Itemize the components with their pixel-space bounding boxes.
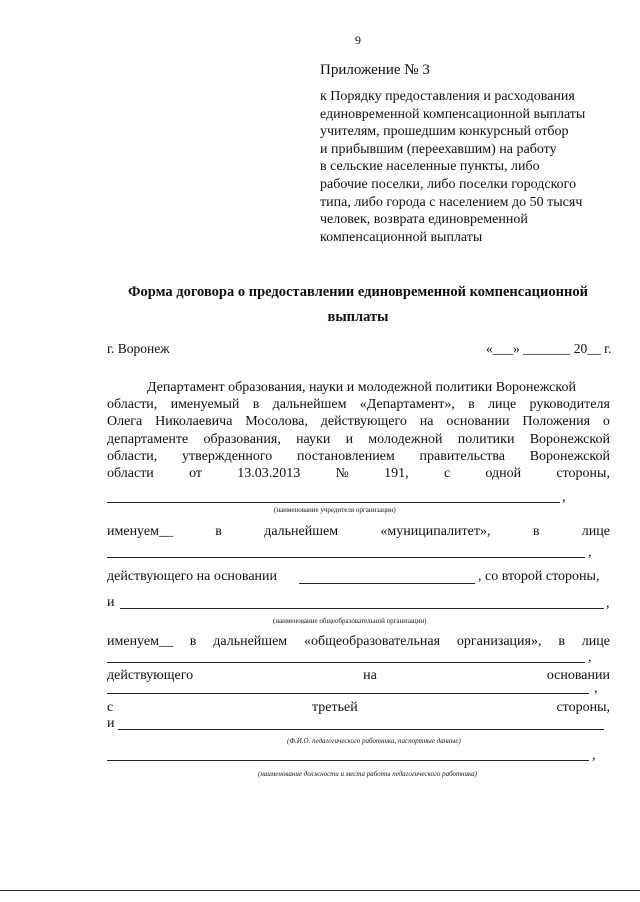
word: департаменте [107, 431, 189, 447]
appendix-line: единовременной компенсационной выплаты [320, 106, 586, 122]
word: организация», [456, 634, 542, 649]
word: области, [107, 397, 158, 413]
word: на [363, 668, 377, 683]
appendix-title: Приложение № 3 [320, 62, 430, 78]
appendix-line: типа, либо города с населением до 50 тысяч [320, 194, 583, 210]
word: основании [546, 668, 610, 683]
intro-line-2 [107, 396, 610, 413]
word: на [419, 414, 434, 430]
word: с [107, 700, 114, 715]
acting-row [107, 668, 610, 684]
word: и [345, 431, 354, 447]
word: руководителя [529, 397, 610, 413]
comma: , [588, 545, 592, 560]
appendix-line: компенсационной выплаты [320, 229, 483, 245]
acting-basis-label: действующего на основании [107, 569, 278, 584]
municipality-row [107, 524, 610, 540]
word: дальнейшем [272, 397, 347, 413]
founder-name-blank[interactable] [107, 502, 560, 503]
founder-caption: (наименование учредителя организации) [274, 506, 396, 514]
word: «общеобразовательная [304, 634, 441, 649]
word: действующего [107, 668, 194, 683]
word: с [443, 466, 451, 482]
word: 13.03.2013 [237, 466, 301, 482]
word: действующего [320, 414, 407, 430]
word: в [532, 524, 540, 539]
comma: , [594, 681, 598, 696]
organization-caption: (наименование общеобразовательной организации) [273, 617, 427, 625]
word: дальнейшем [213, 634, 288, 649]
word: в [252, 397, 260, 413]
appendix-description [320, 88, 585, 246]
word: основании [446, 414, 510, 430]
intro-paragraph [107, 379, 610, 482]
word: именуемый [170, 397, 240, 413]
word: именуем__ [107, 524, 173, 539]
word: Воронежской [529, 431, 610, 447]
third-party-row [107, 700, 610, 716]
organization-row [107, 634, 610, 650]
and-label: и [107, 595, 115, 610]
intro-line-5 [107, 448, 610, 465]
second-party-label: , со второй стороны, [478, 569, 600, 584]
teacher-caption: (Ф.И.О. педагогического работника, паспортные данные) [287, 737, 461, 745]
intro-line-4 [107, 431, 610, 448]
basis-document-blank[interactable] [299, 583, 475, 584]
word: «Департамент», [359, 397, 455, 413]
word: в [215, 524, 222, 539]
comma: , [592, 748, 596, 763]
page-bottom-rule [0, 890, 640, 891]
word: лице [581, 524, 610, 539]
city: г. Воронеж [107, 341, 170, 356]
appendix-line: и прибывшим (переехавшим) на работу [320, 141, 557, 157]
word: № [335, 466, 349, 482]
comma: , [562, 490, 566, 505]
word: стороны, [556, 466, 610, 482]
word: именуем__ [107, 634, 173, 649]
teacher-name-blank[interactable] [118, 729, 604, 730]
organization-basis-blank[interactable] [107, 693, 589, 694]
word: лице [581, 634, 610, 649]
comma: , [606, 596, 610, 611]
intro-line-1: Департамент образования, науки и молодежной политики Воронежской [147, 380, 576, 395]
word: науки [296, 431, 331, 447]
word: области [107, 466, 154, 482]
word: Николаевича [155, 414, 233, 430]
form-title: Форма договора о предоставлении единовременной компенсационной [128, 284, 588, 300]
word: политики [457, 431, 515, 447]
word: молодежной [368, 431, 443, 447]
comma: , [588, 650, 592, 665]
word: Мосолова, [245, 414, 308, 430]
word: в [558, 634, 565, 649]
word: Воронежской [529, 448, 610, 464]
intro-line-3 [107, 413, 610, 430]
page-number: 9 [355, 33, 361, 47]
organization-name-blank[interactable] [120, 608, 604, 609]
word: в [189, 634, 197, 649]
organization-rep-blank[interactable] [107, 662, 585, 663]
word: 191, [384, 466, 409, 482]
intro-line-6 [107, 465, 610, 482]
word: Олега [107, 414, 143, 430]
and-label-2: и [107, 716, 115, 731]
word: о [602, 414, 610, 430]
appendix-line: рабочие поселки, либо поселки городского [320, 176, 577, 192]
word: дальнейшем [264, 524, 339, 539]
municipality-rep-blank[interactable] [107, 557, 585, 558]
appendix-line: человек, возврата единовременной [320, 212, 528, 228]
word: утвержденного [182, 448, 273, 464]
word: от [189, 466, 203, 482]
word: третьей [311, 700, 358, 715]
word: постановлением [297, 448, 395, 464]
appendix-line: в сельские населенные пункты, либо [320, 159, 540, 175]
appendix-line: к Порядку предоставления и расходования [320, 89, 575, 104]
teacher-position-blank[interactable] [107, 760, 589, 761]
word: лице [488, 397, 517, 413]
word: одной [485, 466, 522, 482]
word: правительства [419, 448, 505, 464]
word: стороны, [556, 700, 610, 715]
position-caption: (наименование должности и места работы педагогического работника) [258, 770, 477, 778]
word: образования, [203, 431, 281, 447]
date-template: «___» _______ 20__ г. [486, 341, 612, 356]
form-title-continued: выплаты [327, 309, 389, 325]
word: в [468, 397, 475, 413]
word: Положения [522, 414, 591, 430]
word: «муниципалитет», [380, 524, 491, 539]
appendix-line: учителям, прошедшим конкурсный отбор [320, 124, 569, 140]
word: области, [107, 448, 158, 464]
